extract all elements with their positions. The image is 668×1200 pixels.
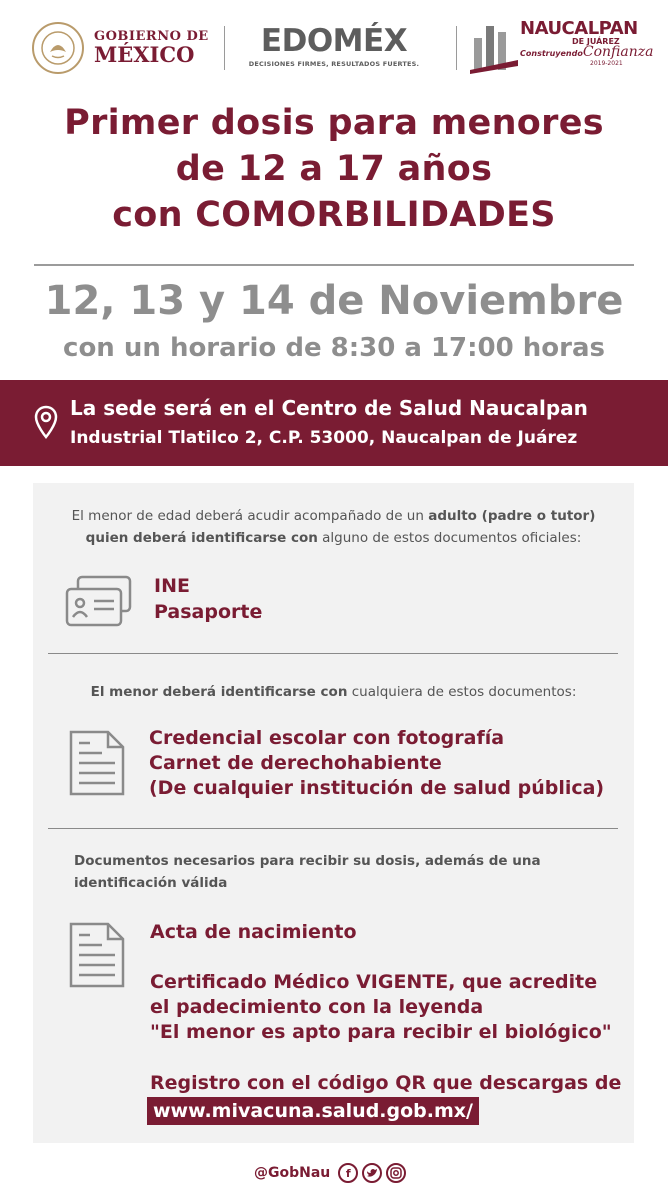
naucalpan-conf: Confianza — [582, 44, 654, 60]
section1-intro-a: El menor de edad deberá acudir acompañado de un — [71, 508, 429, 524]
doc-pasaporte: Pasaporte — [154, 601, 263, 623]
section2-intro — [36, 682, 631, 702]
naucalpan-sub: DE JUÁREZ — [572, 37, 620, 46]
id-card-icon — [64, 575, 134, 627]
edomex-word: EDOMÉX — [260, 23, 408, 59]
section1-intro-c: quien deberá identificarse con — [85, 530, 318, 546]
title-divider — [34, 264, 634, 266]
dates-text: 12, 13 y 14 de Noviembre — [44, 278, 624, 324]
page-title — [0, 100, 668, 238]
title-line2: de 12 a 17 años — [175, 149, 493, 189]
gobierno-de-mexico-logo — [32, 20, 212, 76]
header-divider — [224, 26, 225, 70]
social-footer — [254, 1160, 406, 1186]
doc-registro: Registro con el código QR que descargas de — [150, 1072, 622, 1094]
doc-certificado-l1: Certificado Médico VIGENTE, que acredite — [150, 971, 598, 993]
mexico-seal-icon — [32, 22, 84, 74]
doc-credencial: Credencial escolar con fotografía — [149, 727, 505, 749]
document-icon — [68, 729, 126, 797]
section1-intro-d: alguno de estos documentos oficiales: — [317, 530, 582, 546]
document-icon — [68, 921, 126, 989]
naucalpan-constr: Construyendo — [520, 49, 583, 58]
mivacuna-link[interactable]: www.mivacuna.salud.gob.mx/ — [147, 1097, 479, 1125]
location-line2: Industrial Tlatilco 2, C.P. 53000, Naucalpan de Juárez — [70, 428, 578, 448]
naucalpan-emblem-icon — [470, 20, 518, 74]
facebook-icon[interactable]: f — [338, 1163, 358, 1183]
location-line1: La sede será en el Centro de Salud Naucalpan — [70, 396, 588, 420]
section3-intro — [74, 850, 594, 894]
doc-acta: Acta de nacimiento — [150, 921, 357, 943]
doc-ine: INE — [154, 575, 190, 597]
doc-certificado — [150, 970, 612, 1045]
section2-intro-b: cualquiera de estos documentos: — [347, 684, 577, 700]
twitter-icon[interactable] — [362, 1163, 382, 1183]
doc-carnet: Carnet de derechohabiente — [149, 752, 442, 774]
naucalpan-logo — [470, 14, 654, 78]
location-band — [0, 380, 668, 466]
edomex-logo — [244, 24, 424, 74]
section1-intro-b: adulto (padre o tutor) — [428, 508, 596, 524]
gob-line1: GOBIERNO DE — [94, 29, 209, 45]
section3-intro-l2: identificación válida — [74, 875, 228, 891]
edomex-tagline: DECISIONES FIRMES, RESULTADOS FUERTES. — [248, 60, 420, 68]
doc-certificado-l2: el padecimiento con la leyenda — [150, 996, 484, 1018]
section2-intro-a: El menor deberá identificarse con — [90, 684, 348, 700]
instagram-icon[interactable] — [386, 1163, 406, 1183]
title-line1: Primer dosis para menores — [64, 103, 604, 143]
naucalpan-years: 2019-2021 — [590, 60, 623, 67]
gob-line2: MÉXICO — [94, 41, 195, 67]
section1-intro — [36, 505, 631, 549]
naucalpan-title: NAUCALPAN — [520, 18, 638, 39]
title-line3: con COMORBILIDADES — [112, 195, 556, 235]
section1-list — [154, 573, 262, 625]
section3-intro-l1: Documentos necesarios para recibir su dosis, además de una — [74, 853, 541, 869]
hours-text: con un horario de 8:30 a 17:00 horas — [63, 333, 605, 363]
social-handle[interactable]: @GobNau — [254, 1165, 331, 1181]
section-divider — [48, 653, 618, 654]
doc-certificado-l3: "El menor es apto para recibir el biológico" — [150, 1021, 612, 1043]
location-pin-icon — [34, 405, 58, 439]
section2-list — [149, 726, 604, 801]
header-divider — [456, 26, 457, 70]
doc-institucion: (De cualquier institución de salud pública) — [149, 777, 605, 799]
section-divider — [48, 828, 618, 829]
